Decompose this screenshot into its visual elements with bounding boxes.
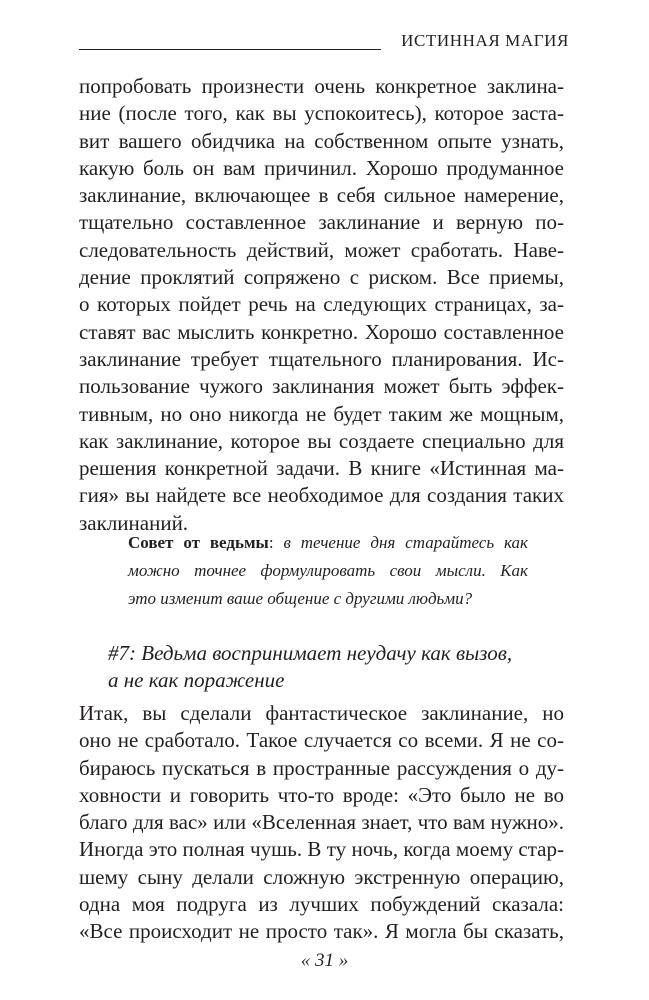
running-head-title: ИСТИННАЯ МАГИЯ (401, 31, 569, 50)
section-heading (108, 640, 512, 694)
text-line: следовательность действий, может сработать. Наве- (79, 237, 564, 262)
text-line: благо для вас» или «Вселенная знает, что вам нужно». (79, 810, 564, 835)
tip-line (128, 585, 528, 613)
text-line: решения конкретной задачи. В книге «Истинная ма- (79, 456, 564, 481)
text-line: тивным, но оно никогда не будет таким же мощным, (79, 401, 564, 426)
text-line: ставят вас мыслить конкретно. Хорошо составленное (79, 319, 564, 344)
tip-line (128, 529, 528, 557)
paragraph-1 (79, 73, 564, 537)
section-heading-line: #7: Ведьма воспринимает неудачу как вызов, (108, 641, 513, 665)
header-rule (79, 49, 381, 50)
tip-text: в течение дня старайтесь как (283, 533, 528, 552)
page-number: « 31 » (300, 950, 349, 971)
witch-tip (128, 529, 528, 613)
text-line: гия» вы найдете все необходимое для создания таких (79, 483, 564, 508)
text-line: ховности и говорить что-то вроде: «Это было не во (79, 782, 564, 807)
text-line: тщательно составленное заклинание и верную по- (79, 210, 564, 235)
section-heading-line: а не как поражение (108, 668, 285, 692)
paragraph-2 (79, 700, 564, 946)
text-line: вит вашего обидчика на собственном опыте узнать, (79, 128, 564, 153)
text-line: бираюсь пускаться в пространные рассуждения о ду- (79, 755, 564, 780)
text-line: заклинание, включающее в себя сильное намерение, (79, 183, 564, 208)
text-line: одна моя подруга из лучших побуждений сказала: (79, 892, 564, 917)
text-line: ние (после того, как вы успокоитесь), которое застa- (79, 101, 564, 126)
tip-separator: : (268, 533, 284, 552)
running-head (79, 30, 569, 52)
tip-label: Совет от ведьмы (128, 533, 269, 552)
text-line: о которых пойдет речь на следующих страницах, за- (79, 292, 564, 317)
text-line: оно не сработало. Такое случается со всеми. Я не со- (79, 728, 564, 753)
text-line: пользование чужого заклинания может быть эффек- (79, 374, 564, 399)
text-line: какую боль он вам причинил. Хорошо продуманное (79, 155, 564, 180)
text-line: «Все происходит не просто так». Я могла бы сказать, (79, 919, 564, 944)
text-line: как заклинание, которое вы создаете специально для (79, 428, 564, 453)
text-line: попробовать произнести очень конкретное заклина- (79, 74, 564, 98)
text-line: заклинаний. (79, 510, 189, 535)
tip-text: можно точнее формулировать свои мысли. Как (128, 561, 528, 580)
text-line: заклинание требует тщательного планирования. Ис- (79, 346, 564, 371)
text-line: шему сыну делали сложную экстренную операцию, (79, 864, 564, 889)
text-line: Иногда это полная чушь. В ту ночь, когда моему стар- (79, 837, 564, 862)
tip-line (128, 557, 528, 585)
tip-text: это изменит ваше общение с другими людьми? (128, 589, 473, 608)
text-line: Итак, вы сделали фантастическое заклинание, но (79, 701, 564, 725)
text-line: дение проклятий сопряжено с риском. Все приемы, (79, 265, 564, 290)
